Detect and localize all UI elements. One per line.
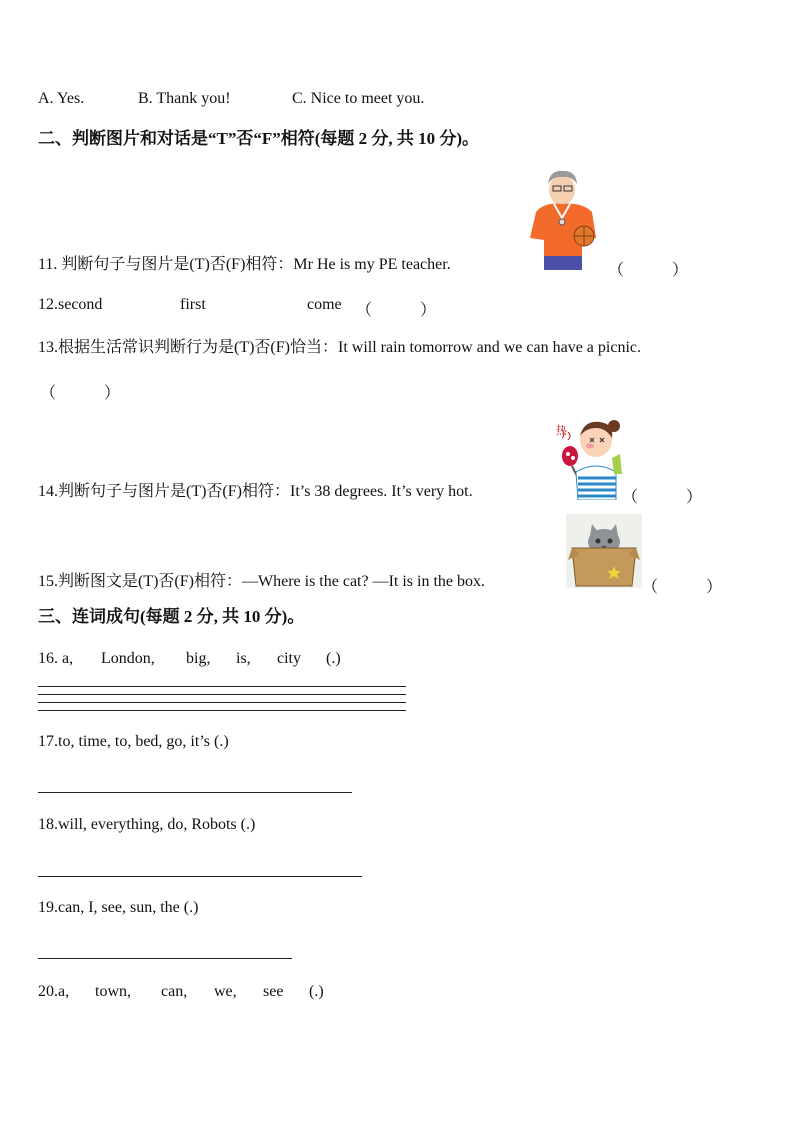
q18-answer-line[interactable] [38, 876, 362, 877]
q16-word: big, [186, 650, 211, 667]
q16-word: city [277, 650, 301, 667]
section-2-heading: 二、判断图片和对话是“T”否“F”相符(每题 2 分, 共 10 分)。 [38, 129, 480, 148]
q16-writing-line[interactable] [38, 702, 406, 703]
q13-answer-blank[interactable]: （ ） [40, 385, 121, 402]
q17-answer-line[interactable] [38, 792, 352, 793]
q11-text: 11. 判断句子与图片是(T)否(F)相符：Mr He is my PE teacher. [38, 256, 451, 273]
q15-answer-blank[interactable]: （ ） [642, 579, 723, 596]
q16-word: (.) [326, 650, 341, 667]
q14-text: 14.判断句子与图片是(T)否(F)相符：It’s 38 degrees. It’s very hot. [38, 483, 473, 500]
q17-text: 17.to, time, to, bed, go, it’s (.) [38, 733, 229, 750]
q20-word: see [263, 983, 284, 1000]
section-3-heading: 三、连词成句(每题 2 分, 共 10 分)。 [38, 607, 305, 626]
option-a: A. Yes. [38, 90, 85, 107]
q20-word: (.) [309, 983, 324, 1000]
q20-word-num: 20.a, [38, 983, 70, 1000]
hot-girl-picture [554, 416, 626, 500]
hot-label: 热 [556, 424, 567, 437]
q18-text: 18.will, everything, do, Robots (.) [38, 816, 256, 833]
q16-writing-line[interactable] [38, 694, 406, 695]
option-c: C. Nice to meet you. [292, 90, 425, 107]
q11-answer-blank[interactable]: （ ） [608, 262, 689, 279]
q20-word: can, [161, 983, 188, 1000]
pe-teacher-picture [526, 166, 602, 272]
q15-text: 15.判断图文是(T)否(F)相符：—Where is the cat? —It is in the box. [38, 573, 486, 590]
q16-writing-line[interactable] [38, 710, 406, 711]
q20-word: we, [214, 983, 237, 1000]
q16-word: is, [236, 650, 251, 667]
q12-word-2: first [180, 296, 206, 313]
q12-answer-blank[interactable]: （ ） [356, 302, 437, 319]
q14-answer-blank[interactable]: （ ） [622, 489, 703, 506]
q16-word: London, [101, 650, 155, 667]
q16-word-num: 16. a, [38, 650, 74, 667]
q19-text: 19.can, I, see, sun, the (.) [38, 899, 199, 916]
cat-in-box-picture [566, 514, 642, 588]
q12-word-1: 12.second [38, 296, 103, 313]
q16-writing-line[interactable] [38, 686, 406, 687]
q19-answer-line[interactable] [38, 958, 292, 959]
q20-word: town, [95, 983, 131, 1000]
q12-word-3: come [307, 296, 342, 313]
option-b: B. Thank you! [138, 90, 231, 107]
q13-text: 13.根据生活常识判断行为是(T)否(F)恰当：It will rain tomorrow and we can have a picnic. [38, 339, 641, 356]
